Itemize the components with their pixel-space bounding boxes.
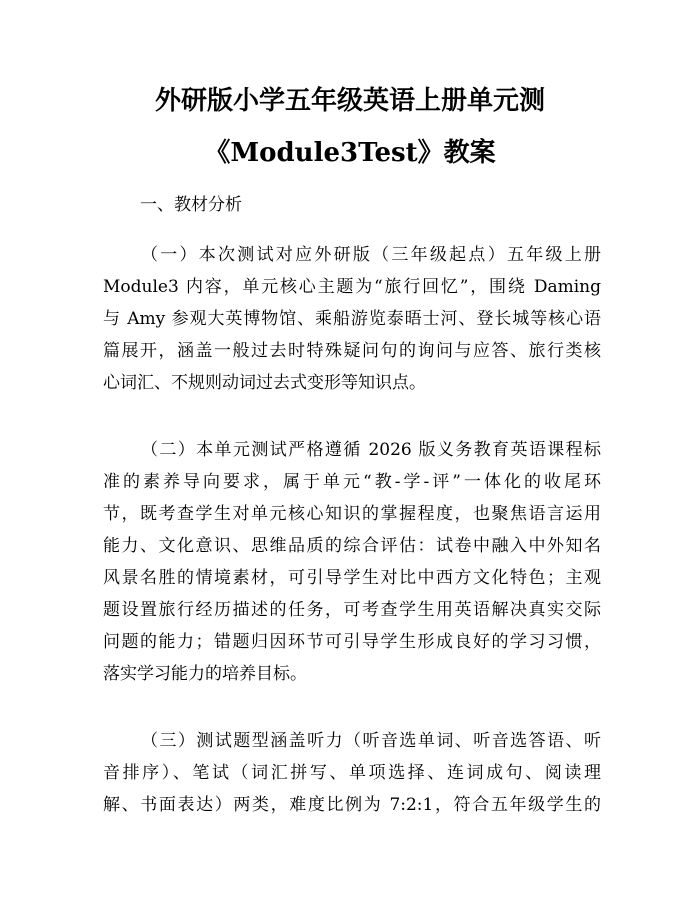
paragraph-line: 风景名胜的情境素材，可引导学生对比中西方文化特色；主观 bbox=[103, 568, 601, 588]
paragraph-line: （一）本次测试对应外研版（三年级起点）五年级上册 bbox=[141, 245, 601, 265]
paragraph-line: 音排序）、笔试（词汇拼写、单项选择、连词成句、阅读理 bbox=[103, 763, 601, 783]
paragraph-line: 心词汇、不规则动词过去式变形等知识点。 bbox=[103, 373, 426, 393]
paragraph-line: 能力、文化意识、思维品质的综合评估：试卷中融入中外知名 bbox=[103, 536, 601, 556]
paragraph-line: 问题的能力；错题归因环节可引导学生形成良好的学习习惯， bbox=[103, 632, 601, 652]
section-heading: 一、教材分析 bbox=[140, 195, 242, 215]
paragraph-line: 准的素养导向要求，属于单元“教-学-评”一体化的收尾环 bbox=[103, 472, 601, 492]
paragraph-line: 落实学习能力的培养目标。 bbox=[103, 664, 307, 684]
paragraph-line: 与 Amy 参观大英博物馆、乘船游览泰晤士河、登长城等核心语 bbox=[103, 309, 601, 329]
paragraph-1 bbox=[103, 239, 601, 399]
paragraph-line: （三）测试题型涵盖听力（听音选单词、听音选答语、听 bbox=[141, 731, 601, 751]
paragraph-line: （二）本单元测试严格遵循 2026 版义务教育英语课程标 bbox=[141, 440, 601, 460]
paragraph-line: Module3 内容，单元核心主题为“旅行回忆”，围绕 Daming bbox=[103, 277, 601, 297]
paragraph-line: 篇展开，涵盖一般过去时特殊疑问句的询问与应答、旅行类核 bbox=[103, 341, 601, 361]
paragraph-line: 题设置旅行经历描述的任务，可考查学生用英语解决真实交际 bbox=[103, 600, 601, 620]
paragraph-2 bbox=[103, 434, 601, 690]
document-title-line-2: 《Module3Test》教案 bbox=[204, 138, 496, 168]
paragraph-line: 解、书面表达）两类，难度比例为 7:2:1，符合五年级学生的 bbox=[103, 795, 601, 815]
paragraph-3 bbox=[103, 725, 601, 821]
paragraph-line: 节，既考查学生对单元核心知识的掌握程度，也聚焦语言运用 bbox=[103, 504, 601, 524]
document-title-line-1: 外研版小学五年级英语上册单元测 bbox=[154, 86, 545, 116]
